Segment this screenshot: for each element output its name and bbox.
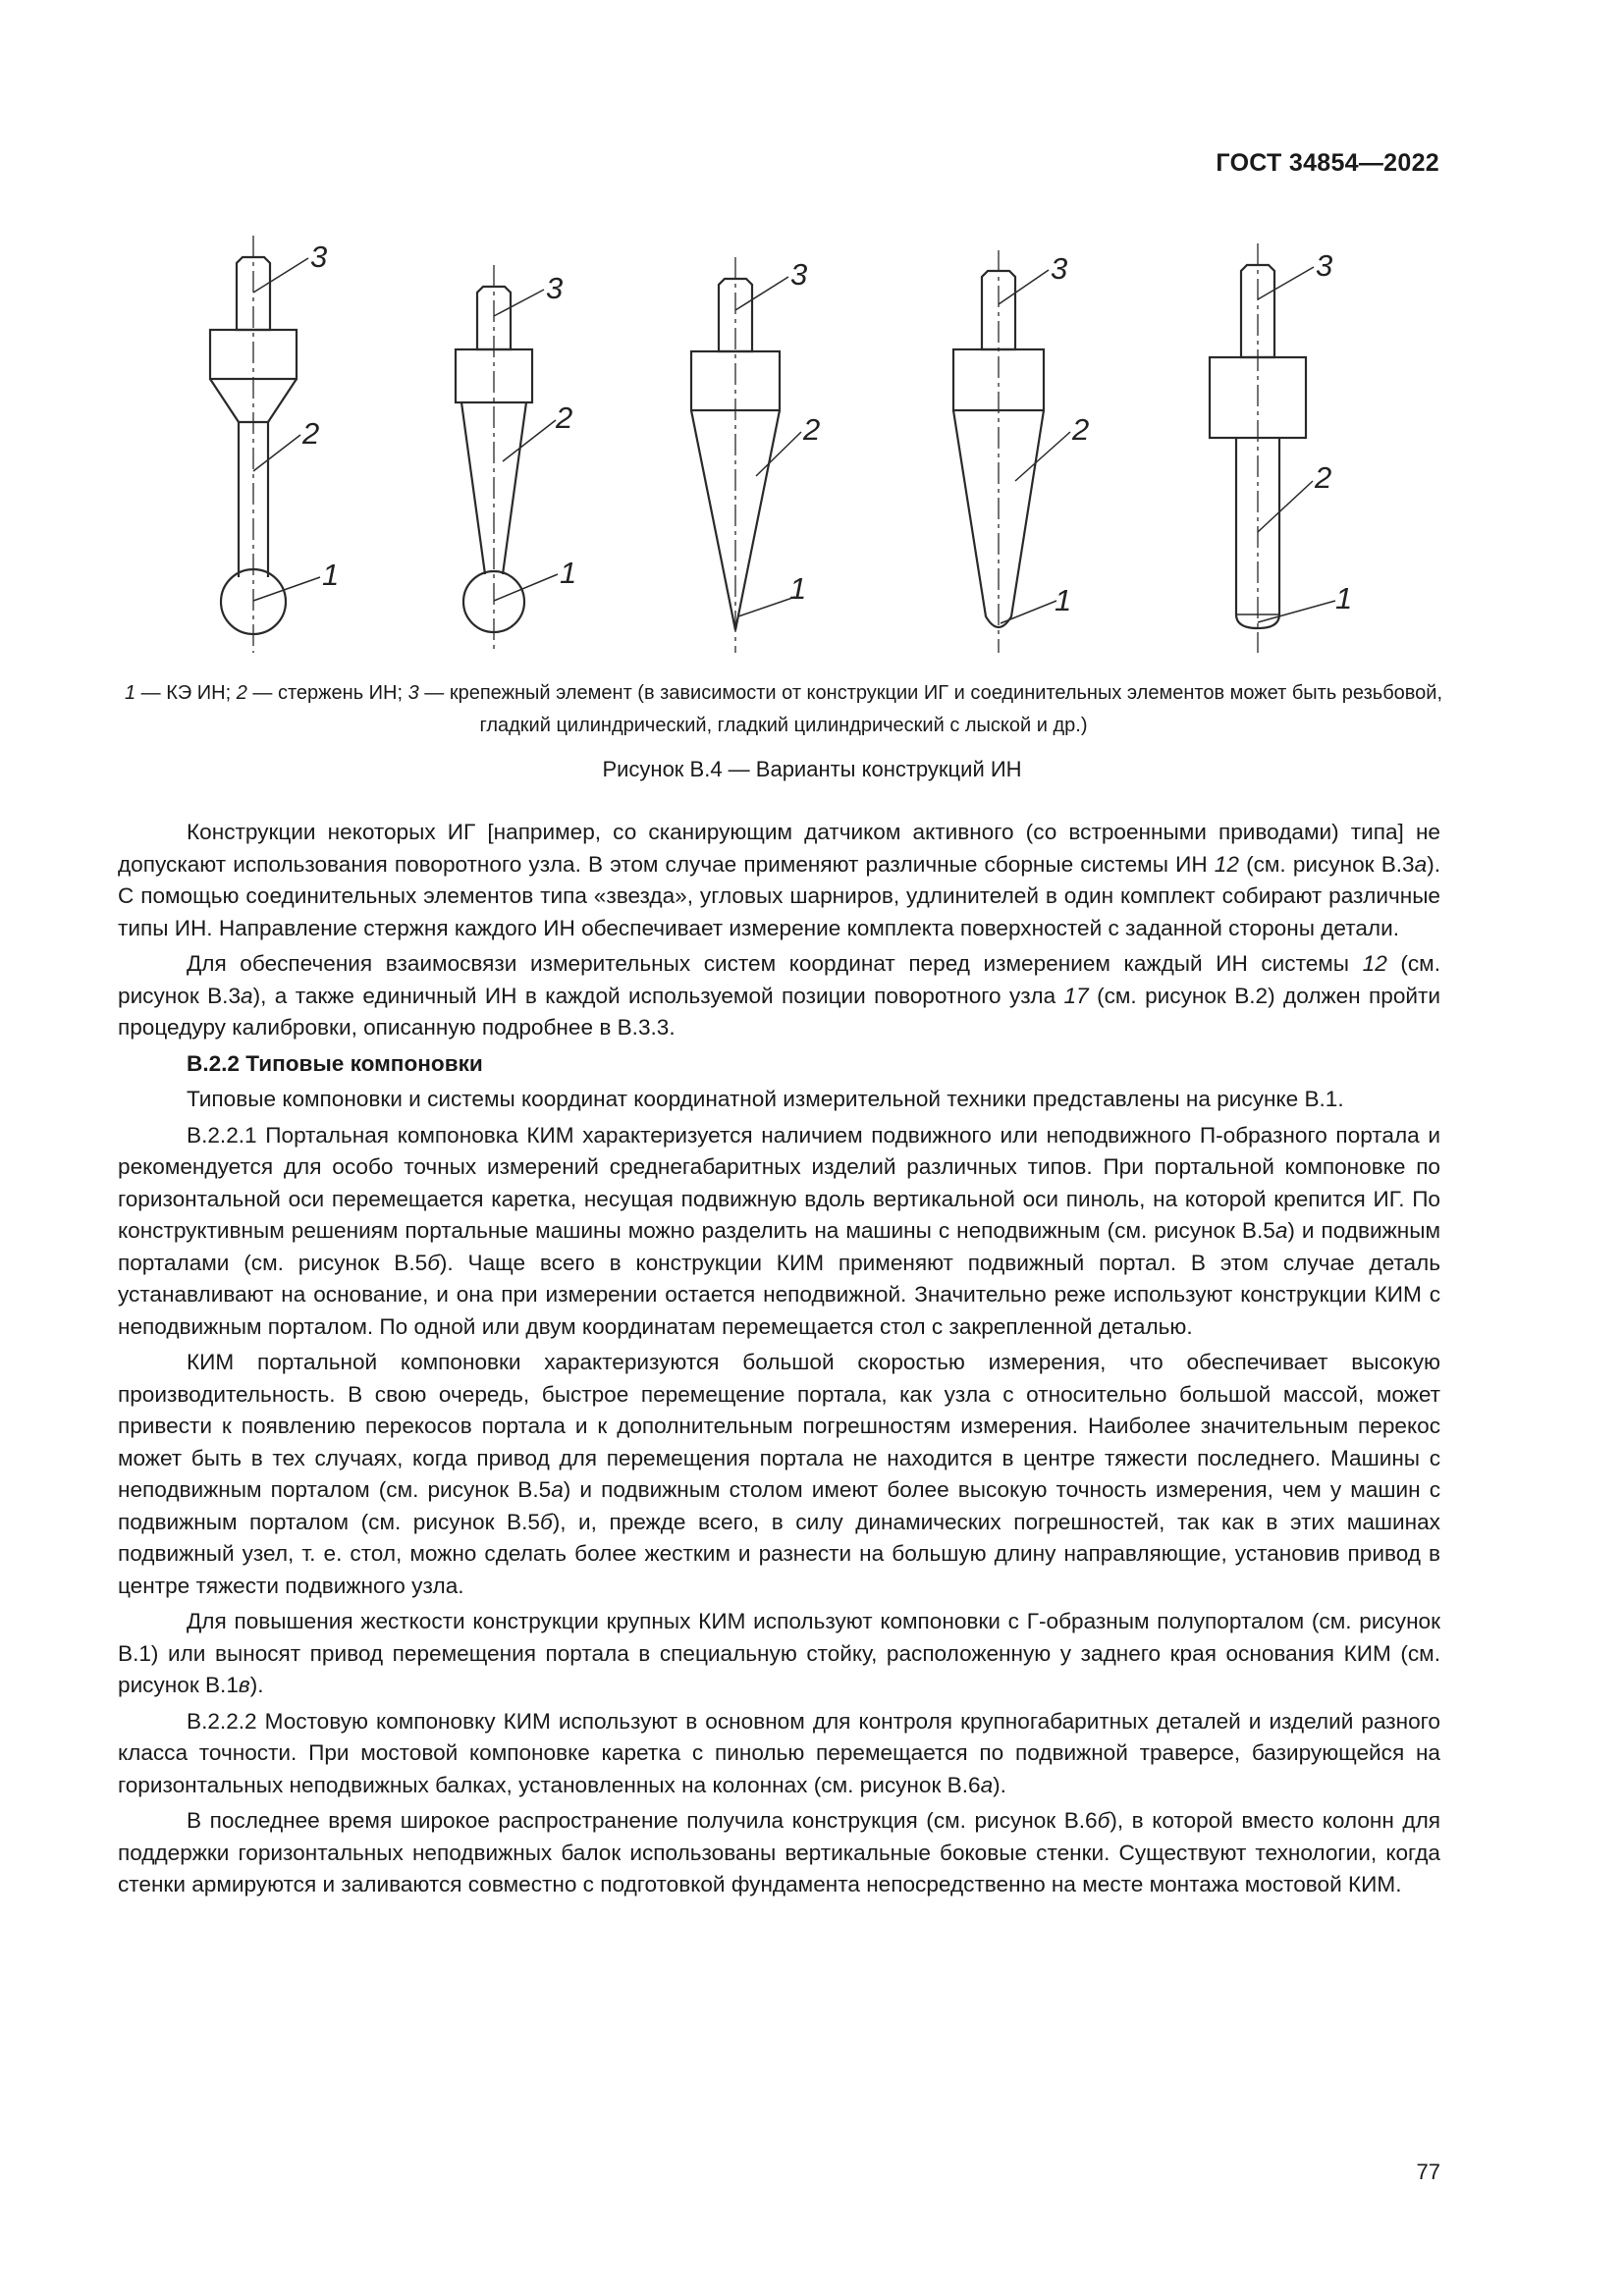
label-3: 3 <box>1316 248 1333 283</box>
label-1: 1 <box>1335 581 1353 615</box>
label-2: 2 <box>556 400 573 435</box>
label-1: 1 <box>1055 583 1072 617</box>
label-1: 1 <box>322 558 340 592</box>
stylus-variant-5 <box>1210 243 1306 653</box>
legend-text-3: — крепежный элемент (в зависимости от конструкции ИГ и соединительных элементов может быть резьбовой, гладкий цилиндрический, гладкий цилиндрический с лыской и др.) <box>418 682 1443 736</box>
page-number: 77 <box>1416 2160 1440 2184</box>
legend-text-2: — стержень ИН; <box>246 682 408 704</box>
label-3: 3 <box>310 240 328 274</box>
paragraph: КИМ портальной компоновки характеризуются большой скоростью измерения, что обеспечивает высокую производительность. В свою очередь, быстрое перемещение портала, как узла с относительно большой массой, может привести к появлению перекосов портала и к дополнительным погрешностям измерения. Наиболее значительным перекос может быть в тех случаях, когда привод для перемещения портала не находится в центре тяжести последнего. Машины с неподвижным порталом (см. рисунок В.5а) и подвижным столом имеют более высокую точность измерения, чем у машин с подвижным порталом (см. рисунок В.5б), и, прежде всего, в силу динамических погрешностей, так как в этих машинах подвижный узел, т. е. стол, можно сделать более жестким и разнести на большую длину направляющие, установив привод в центре тяжести подвижного узла. <box>118 1350 1440 1598</box>
stylus-variant-2 <box>456 265 532 653</box>
paragraph: В последнее время широкое распространение получила конструкция (см. рисунок В.6б), в которой вместо колонн для поддержки горизонтальных неподвижных балок использованы вертикальные боковые стенки. Существуют технологии, когда стенки армируются и заливаются совместно с подготовкой фундамента непосредственно на месте монтажа мостовой КИМ. <box>118 1808 1440 1896</box>
section-heading: В.2.2 Типовые компоновки <box>187 1050 483 1076</box>
label-3: 3 <box>1051 251 1068 286</box>
stylus-variant-4 <box>953 250 1044 653</box>
label-3: 3 <box>790 257 808 292</box>
paragraph: Для повышения жесткости конструкции крупных КИМ используют компоновки с Г-образным полупорталом (см. рисунок В.1) или выносят привод перемещения портала в специальную стойку, расположенную у заднего края основания КИМ (см. рисунок В.1в). <box>118 1609 1440 1697</box>
legend-num-2: 2 <box>236 682 247 704</box>
label-2: 2 <box>803 412 821 447</box>
label-1: 1 <box>560 556 577 590</box>
legend-num-3: 3 <box>407 682 419 704</box>
stylus-variant-3 <box>691 257 780 653</box>
body-text <box>118 817 1440 1905</box>
document-code: ГОСТ 34854—2022 <box>1216 149 1439 177</box>
label-2: 2 <box>302 416 320 451</box>
legend-num-1: 1 <box>124 682 136 704</box>
label-2: 2 <box>1315 460 1332 495</box>
paragraph: Типовые компоновки и системы координат координатной измерительной техники представлены на рисунке В.1. <box>187 1087 1344 1111</box>
legend-text-1: — КЭ ИН; <box>135 682 237 704</box>
paragraph: В.2.2.1 Портальная компоновка КИМ характеризуется наличием подвижного или неподвижного П-образного портала и рекомендуется для особо точных измерений среднегабаритных изделий различных типов. При портальной компоновке по горизонтальной оси перемещается каретка, несущая подвижную вдоль вертикальной оси пиноль, на которой крепится ИГ. По конструктивным решениям портальные машины можно разделить на машины с неподвижным (см. рисунок В.5а) и подвижным порталами (см. рисунок В.5б). Чаще всего в конструкции КИМ применяют подвижный портал. В этом случае деталь устанавливают на основание, и она при измерении остается неподвижной. Значительно реже используют конструкции КИМ с неподвижным порталом. По одной или двум координатам перемещается стол с закрепленной деталью. <box>118 1122 1441 1339</box>
paragraph: Для обеспечения взаимосвязи измерительных систем координат перед измерением каждый ИН системы 12 (см. рисунок В.3а), а также единичный ИН в каждой используемой позиции поворотного узла 17 (см. рисунок В.2) должен пройти процедуру калибровки, описанную подробнее в В.3.3. <box>118 951 1440 1040</box>
label-2: 2 <box>1072 412 1090 447</box>
label-3: 3 <box>546 271 564 305</box>
figure-title: Рисунок В.4 — Варианты конструкций ИН <box>602 757 1022 781</box>
figure-legend <box>116 677 1451 742</box>
paragraph: Конструкции некоторых ИГ [например, со сканирующим датчиком активного (со встроенными приводами) типа] не допускают использования поворотного узла. В этом случае применяют различные сборные системы ИН 12 (см. рисунок В.3а). С помощью соединительных элементов типа «звезда», угловых шарниров, удлинителей в один комплект собирают различные типы ИН. Направление стержня каждого ИН обеспечивает измерение комплекта поверхностей с заданной стороны детали. <box>118 820 1440 940</box>
label-1: 1 <box>789 571 807 606</box>
stylus-variants-figure <box>0 0 1624 687</box>
paragraph: В.2.2.2 Мостовую компоновку КИМ используют в основном для контроля крупногабаритных деталей и изделий разного класса точности. При мостовой компоновке каретка с пинолью перемещается по подвижной траверсе, базирующейся на горизонтальных неподвижных балках, установленных на колоннах (см. рисунок В.6а). <box>118 1708 1440 1797</box>
